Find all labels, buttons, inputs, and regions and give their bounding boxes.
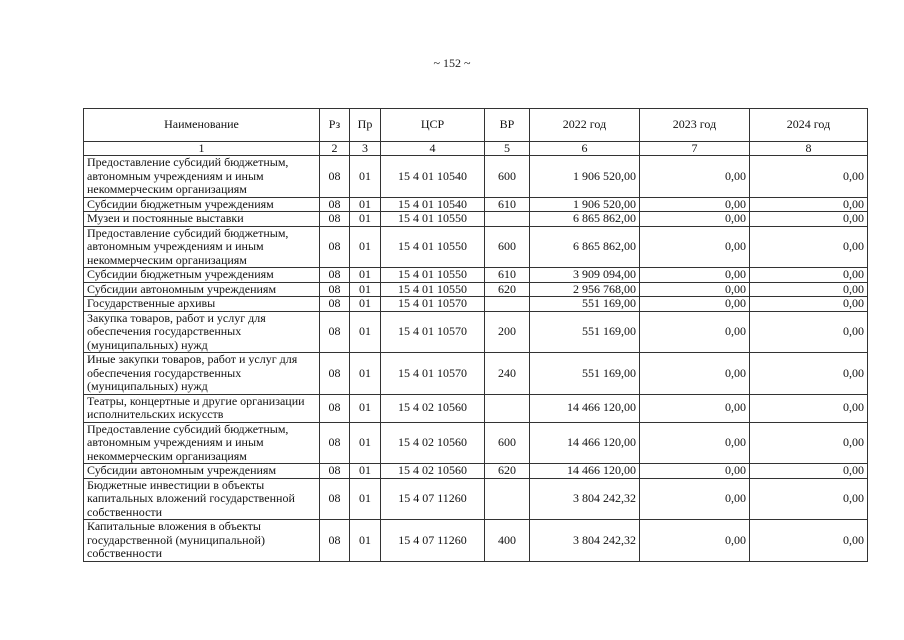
row-vr: 620 <box>485 282 530 297</box>
table-row <box>84 353 868 395</box>
row-csr: 15 4 01 10570 <box>381 297 485 312</box>
row-2024-amount: 0,00 <box>750 394 868 422</box>
table-row <box>84 282 868 297</box>
row-2022-amount: 551 169,00 <box>530 297 640 312</box>
row-csr: 15 4 02 10560 <box>381 464 485 479</box>
row-vr: 610 <box>485 268 530 283</box>
row-rz: 08 <box>320 394 350 422</box>
row-rz: 08 <box>320 520 350 562</box>
row-2022-amount: 551 169,00 <box>530 311 640 353</box>
row-vr: 240 <box>485 353 530 395</box>
row-name: Субсидии автономным учреждениям <box>84 282 320 297</box>
row-2024-amount: 0,00 <box>750 464 868 479</box>
row-2022-amount: 14 466 120,00 <box>530 464 640 479</box>
row-2024-amount: 0,00 <box>750 282 868 297</box>
header-2022: 2022 год <box>530 109 640 142</box>
row-vr: 600 <box>485 156 530 198</box>
row-pr: 01 <box>350 353 381 395</box>
row-csr: 15 4 02 10560 <box>381 422 485 464</box>
row-csr: 15 4 01 10570 <box>381 311 485 353</box>
row-name: Субсидии автономным учреждениям <box>84 464 320 479</box>
row-2022-amount: 1 906 520,00 <box>530 156 640 198</box>
row-2024-amount: 0,00 <box>750 422 868 464</box>
budget-table <box>83 108 868 562</box>
row-vr <box>485 212 530 227</box>
page-number: ~ 152 ~ <box>433 56 471 70</box>
row-name: Музеи и постоянные выставки <box>84 212 320 227</box>
table-row <box>84 478 868 520</box>
table-row <box>84 311 868 353</box>
row-vr <box>485 297 530 312</box>
row-vr: 600 <box>485 422 530 464</box>
row-name: Предоставление субсидий бюджетным, автономным учреждениям и иным некоммерческим организациям <box>84 156 320 198</box>
column-number: 2 <box>320 142 350 156</box>
row-rz: 08 <box>320 268 350 283</box>
row-2023-amount: 0,00 <box>640 268 750 283</box>
row-rz: 08 <box>320 478 350 520</box>
table-row <box>84 394 868 422</box>
row-name: Капитальные вложения в объекты государственной (муниципальной) собственности <box>84 520 320 562</box>
column-number-row <box>84 142 868 156</box>
row-vr <box>485 478 530 520</box>
table-row <box>84 520 868 562</box>
header-row <box>84 109 868 142</box>
row-2022-amount: 551 169,00 <box>530 353 640 395</box>
row-pr: 01 <box>350 311 381 353</box>
row-2022-amount: 6 865 862,00 <box>530 212 640 227</box>
row-name: Предоставление субсидий бюджетным, автономным учреждениям и иным некоммерческим организациям <box>84 422 320 464</box>
row-csr: 15 4 01 10550 <box>381 268 485 283</box>
table-row <box>84 156 868 198</box>
table-row <box>84 297 868 312</box>
row-vr: 400 <box>485 520 530 562</box>
row-pr: 01 <box>350 297 381 312</box>
row-name: Предоставление субсидий бюджетным, автономным учреждениям и иным некоммерческим организациям <box>84 226 320 268</box>
column-number: 6 <box>530 142 640 156</box>
row-2023-amount: 0,00 <box>640 297 750 312</box>
header-2023: 2023 год <box>640 109 750 142</box>
column-number: 4 <box>381 142 485 156</box>
row-2024-amount: 0,00 <box>750 268 868 283</box>
row-2023-amount: 0,00 <box>640 226 750 268</box>
row-csr: 15 4 07 11260 <box>381 478 485 520</box>
row-name: Иные закупки товаров, работ и услуг для обеспечения государственных (муниципальных) нужд <box>84 353 320 395</box>
row-vr: 620 <box>485 464 530 479</box>
column-number: 8 <box>750 142 868 156</box>
row-2022-amount: 14 466 120,00 <box>530 422 640 464</box>
row-rz: 08 <box>320 353 350 395</box>
row-2024-amount: 0,00 <box>750 297 868 312</box>
column-number: 3 <box>350 142 381 156</box>
header-csr: ЦСР <box>381 109 485 142</box>
row-2023-amount: 0,00 <box>640 212 750 227</box>
row-2024-amount: 0,00 <box>750 311 868 353</box>
row-rz: 08 <box>320 212 350 227</box>
row-2023-amount: 0,00 <box>640 282 750 297</box>
row-csr: 15 4 01 10550 <box>381 226 485 268</box>
row-pr: 01 <box>350 268 381 283</box>
row-vr: 600 <box>485 226 530 268</box>
row-rz: 08 <box>320 422 350 464</box>
column-number: 1 <box>84 142 320 156</box>
row-2024-amount: 0,00 <box>750 197 868 212</box>
row-rz: 08 <box>320 226 350 268</box>
row-csr: 15 4 01 10570 <box>381 353 485 395</box>
row-pr: 01 <box>350 464 381 479</box>
table-row <box>84 212 868 227</box>
row-2022-amount: 2 956 768,00 <box>530 282 640 297</box>
row-csr: 15 4 02 10560 <box>381 394 485 422</box>
row-rz: 08 <box>320 197 350 212</box>
row-2024-amount: 0,00 <box>750 156 868 198</box>
row-rz: 08 <box>320 282 350 297</box>
row-csr: 15 4 07 11260 <box>381 520 485 562</box>
header-vr: ВР <box>485 109 530 142</box>
row-2022-amount: 1 906 520,00 <box>530 197 640 212</box>
row-vr <box>485 394 530 422</box>
row-vr: 610 <box>485 197 530 212</box>
row-2024-amount: 0,00 <box>750 520 868 562</box>
row-pr: 01 <box>350 212 381 227</box>
row-2022-amount: 14 466 120,00 <box>530 394 640 422</box>
table-row <box>84 226 868 268</box>
row-2022-amount: 3 804 242,32 <box>530 520 640 562</box>
row-pr: 01 <box>350 156 381 198</box>
table-row <box>84 422 868 464</box>
row-2023-amount: 0,00 <box>640 464 750 479</box>
row-vr: 200 <box>485 311 530 353</box>
row-name: Государственные архивы <box>84 297 320 312</box>
row-2024-amount: 0,00 <box>750 353 868 395</box>
row-2024-amount: 0,00 <box>750 226 868 268</box>
row-pr: 01 <box>350 520 381 562</box>
row-csr: 15 4 01 10540 <box>381 197 485 212</box>
table-row <box>84 464 868 479</box>
row-2023-amount: 0,00 <box>640 520 750 562</box>
row-csr: 15 4 01 10550 <box>381 212 485 227</box>
row-pr: 01 <box>350 226 381 268</box>
column-number: 7 <box>640 142 750 156</box>
row-2022-amount: 3 804 242,32 <box>530 478 640 520</box>
header-name: Наименование <box>84 109 320 142</box>
row-name: Субсидии бюджетным учреждениям <box>84 197 320 212</box>
row-2023-amount: 0,00 <box>640 311 750 353</box>
row-name: Театры, концертные и другие организации исполнительских искусств <box>84 394 320 422</box>
row-2023-amount: 0,00 <box>640 394 750 422</box>
table-row <box>84 197 868 212</box>
header-2024: 2024 год <box>750 109 868 142</box>
row-name: Закупка товаров, работ и услуг для обеспечения государственных (муниципальных) нужд <box>84 311 320 353</box>
row-rz: 08 <box>320 311 350 353</box>
row-2024-amount: 0,00 <box>750 478 868 520</box>
row-pr: 01 <box>350 197 381 212</box>
row-rz: 08 <box>320 464 350 479</box>
header-pr: Пр <box>350 109 381 142</box>
row-pr: 01 <box>350 478 381 520</box>
header-rz: Рз <box>320 109 350 142</box>
row-2023-amount: 0,00 <box>640 156 750 198</box>
row-pr: 01 <box>350 422 381 464</box>
table-row <box>84 268 868 283</box>
row-csr: 15 4 01 10550 <box>381 282 485 297</box>
row-name: Бюджетные инвестиции в объекты капитальных вложений государственной собственности <box>84 478 320 520</box>
column-number: 5 <box>485 142 530 156</box>
row-2023-amount: 0,00 <box>640 478 750 520</box>
row-2024-amount: 0,00 <box>750 212 868 227</box>
row-rz: 08 <box>320 156 350 198</box>
row-2023-amount: 0,00 <box>640 353 750 395</box>
row-2023-amount: 0,00 <box>640 197 750 212</box>
row-rz: 08 <box>320 297 350 312</box>
row-pr: 01 <box>350 282 381 297</box>
row-name: Субсидии бюджетным учреждениям <box>84 268 320 283</box>
row-csr: 15 4 01 10540 <box>381 156 485 198</box>
row-pr: 01 <box>350 394 381 422</box>
row-2023-amount: 0,00 <box>640 422 750 464</box>
row-2022-amount: 3 909 094,00 <box>530 268 640 283</box>
row-2022-amount: 6 865 862,00 <box>530 226 640 268</box>
